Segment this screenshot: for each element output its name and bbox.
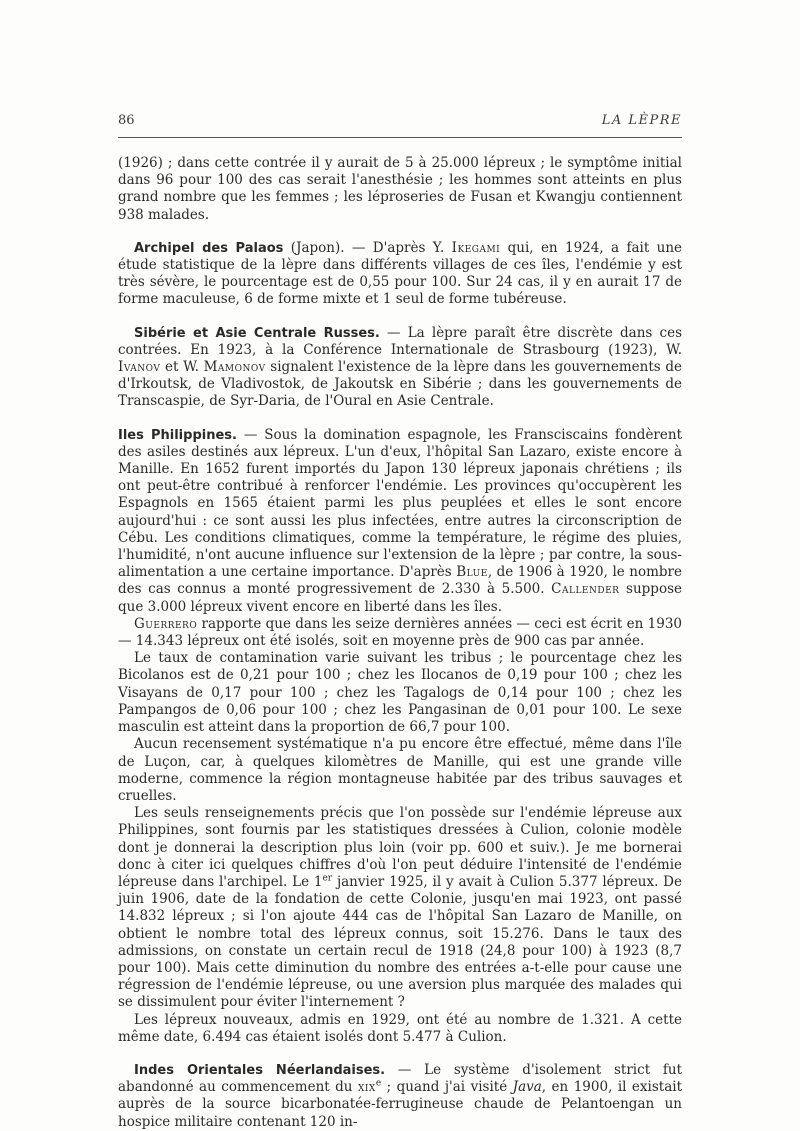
paragraph-guerrero: Guerrero rapporte que dans les seize dernières années — ceci est écrit en 1930 — 14.343 lépreux ont été isolés, soit en moyenne près de 900 cas par année.	[118, 615, 682, 650]
page-body	[118, 155, 682, 1131]
paragraph-nouveaux: Les lépreux nouveaux, admis en 1929, ont été au nombre de 1.321. A cette même date, 6.494 cas étaient isolés dont 5.477 à Culion.	[118, 1011, 682, 1045]
section-heading-palaos: Archipel des Palaos	[134, 240, 284, 256]
paragraph-taux: Le taux de contamination varie suivant les tribus ; le pourcentage chez les Bicolanos est de 0,21 pour 100 ; chez les Ilocanos de 0,19 pour 100 ; chez les Visayans de 0,17 pour 100 ; chez les Tagalogs de 0,14 pour 100 ; chez les Pampangos de 0,06 pour 100 ; chez les Pangasinan de 0,01 pour 100. Le sexe masculin est atteint dans la proportion de 66,7 pour 100.	[118, 650, 682, 736]
section-heading-siberie: Sibérie et Asie Centrale Russes.	[134, 325, 380, 341]
section-siberie: Sibérie et Asie Centrale Russes. — La lèpre paraît être discrète dans ces contrées. En 1923, à la Conférence Internationale de Strasbourg (1923), W. Ivanov et W. Mamonov signalent l'existence de la lèpre dans les gouvernements de d'Irkoutsk, de Vladivostok, de Jakoutsk en Sibérie ; dans les gouvernements de Transcaspie, de Syr-Daria, de l'Oural en Asie Centrale.	[118, 324, 682, 410]
author-name: Callender	[551, 581, 620, 598]
running-header	[118, 113, 682, 131]
header-rule	[118, 137, 682, 138]
author-name: Ikegami	[451, 239, 501, 256]
author-name: Guerrero	[134, 615, 198, 632]
section-palaos: Archipel des Palaos (Japon). — D'après Y. Ikegami qui, en 1924, a fait une étude statistique de la lèpre dans différents villages de ces îles, l'endémie y est très sévère, le pourcentage est de 0,55 pour 100. Sur 24 cas, il y en aurait 17 de forme maculeuse, 6 de forme mixte et 1 seul de forme tubéreuse.	[118, 239, 683, 308]
section-heading-indes: Indes Orientales Néerlandaises.	[134, 1062, 386, 1078]
running-title: LA LÈPRE	[601, 113, 682, 128]
author-name: Ivanov	[118, 359, 161, 376]
section-philippines: Iles Philippines. — Sous la domination espagnole, les Fransciscains fondèrent des asiles destinés aux lépreux. L'un d'eux, l'hôpital San Lazaro, existe encore à Manille. En 1652 furent importés du Japon 130 lépreux japonais chrétiens ; ils ont peut-être contribué à renforcer l'endémie. Les provinces qu'occupèrent les Espagnols en 1565 étaient parmi les plus peuplées et elles le sont encore aujourd'hui : ce sont aussi les plus infectées, entre autres la circonscription de Cébu. Les conditions climatiques, comme la température, le régime des pluies, l'humidité, n'ont aucune influence sur l'extension de la lèpre ; par contre, la sous-alimentation a une certaine importance. D'après Blue, de 1906 à 1920, le nombre des cas connus a monté progressivement de 2.330 à 5.500. Callender suppose que 3.000 lépreux vivent encore en liberté dans les îles.	[118, 426, 682, 615]
page-number: 86	[118, 113, 135, 128]
author-name: Blue	[456, 564, 488, 581]
paragraph-continuation: (1926) ; dans cette contrée il y aurait de 5 à 25.000 lépreux ; le symptôme initial dans 96 pour 100 des cas serait l'anesthésie ; les hommes sont atteints en plus grand nombre que les femmes ; les léproseries de Fusan et Kwangju contiennent 938 malades.	[118, 155, 682, 223]
section-indes: Indes Orientales Néerlandaises. — Le système d'isolement strict fut abandonné au commencement du xix$^e$ ; quand j'ai visité Java, en 1900, il existait auprès de la source bicarbonatée-ferrugineuse chaude de Pelantoengan un hospice militaire contenant 120 in-	[118, 1061, 682, 1130]
section-heading-philippines: Iles Philippines.	[118, 427, 237, 443]
author-name: Mamonov	[203, 359, 266, 376]
paragraph-recensement: Aucun recensement systématique n'a pu encore être effectué, même dans l'île de Luçon, car, à quelques kilomètres de Manille, qui est une grande ville moderne, commence la région montagneuse habitée par des tribus sauvages et cruelles.	[118, 736, 682, 804]
paragraph-statistiques: Les seuls renseignements précis que l'on possède sur l'endémie lépreuse aux Philippines, sont fournis par les statistiques dressées à Culion, colonie modèle dont je donnerai la description plus loin (voir pp. 600 et suiv.). Je me bornerai donc à citer ici quelques chiffres d'où l'on peut déduire l'intensité de l'endémie lépreuse dans l'archipel. Le 1er janvier 1925, il y avait à Culion 5.377 lépreux. De juin 1906, date de la fondation de cette Colonie, jusqu'en mai 1923, ont passé 14.832 lépreux ; si l'on ajoute 444 cas de l'hôpital San Lazaro de Manille, on obtient le nombre total des lépreux connus, soit 15.276. Dans le taux des admissions, on constate un certain recul de 1918 (24,8 pour 100) à 1923 (8,7 pour 100). Mais cette diminution du nombre des entrées a-t-elle pour cause une régression de l'endémie lépreuse, ou une aversion plus marquée des malades qui se dissimulent pour éviter l'internement ?	[118, 805, 682, 1011]
